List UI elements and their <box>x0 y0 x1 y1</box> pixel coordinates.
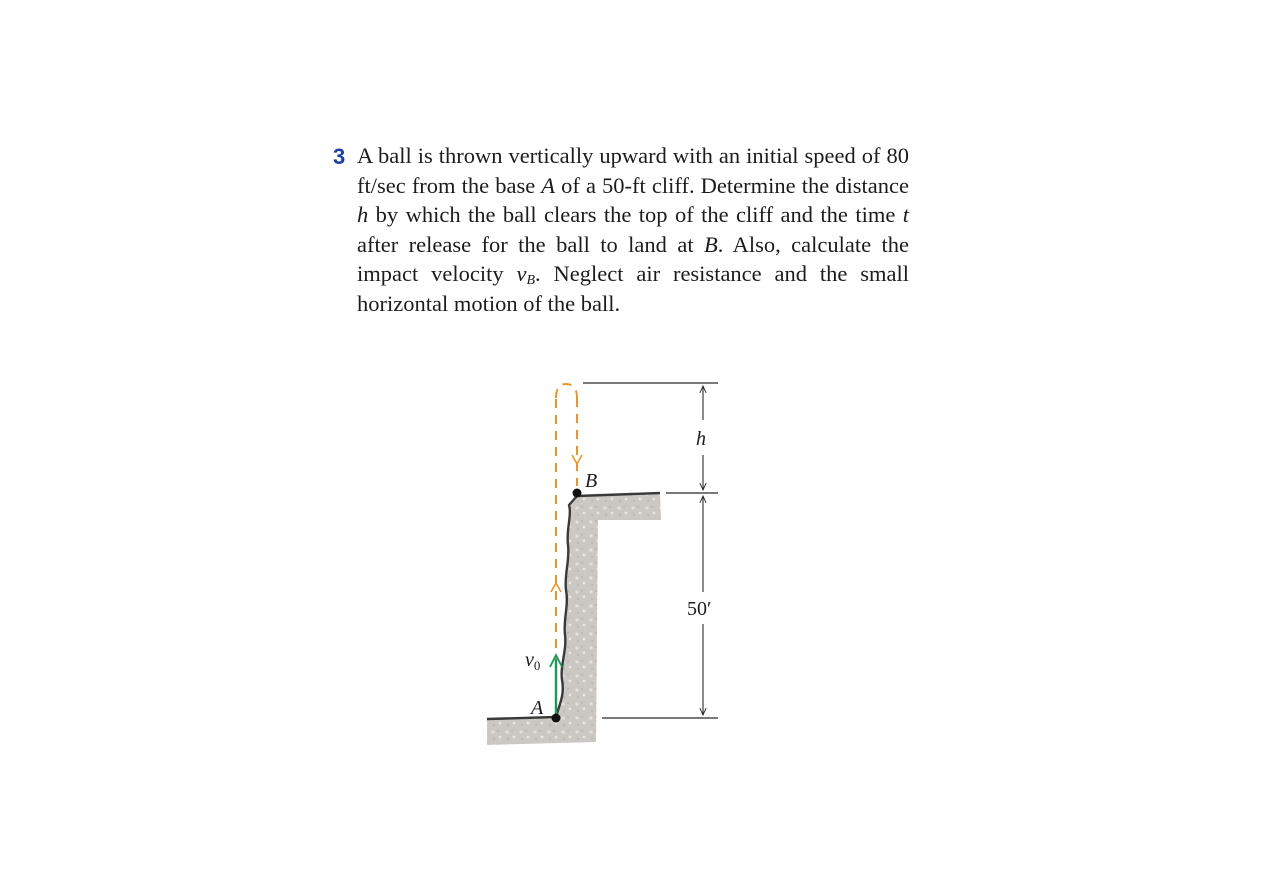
variable-t: t <box>902 202 909 228</box>
downward-path-arrow <box>572 455 582 464</box>
trajectory-apex <box>556 384 577 398</box>
variable-B: B <box>704 231 718 257</box>
problem-number: 3 <box>333 144 346 169</box>
variable-vB: $v_B$ <box>516 261 536 289</box>
label-A: A <box>531 697 544 719</box>
label-B: B <box>585 470 598 492</box>
upward-path-arrow <box>551 583 561 592</box>
cliff-figure <box>470 370 740 760</box>
point-A <box>552 714 561 723</box>
statement-part: of a 50-ft cliff. Determine the distance <box>555 172 909 198</box>
label-cliff-height: 50′ <box>687 598 712 620</box>
problem-statement <box>357 141 909 319</box>
statement-part: after release for the ball to land at <box>357 231 705 257</box>
cliff-diagram <box>470 370 740 760</box>
variable-h: h <box>357 202 369 228</box>
label-v0: $v_0$ <box>525 649 541 673</box>
statement-part: . Also, calculate the impact velocity <box>357 231 909 287</box>
cliff-wall <box>487 493 661 745</box>
label-h: h <box>696 428 706 450</box>
statement-part: . Neglect air resistance and the small horizontal motion of the ball. <box>357 261 909 316</box>
variable-A: A <box>541 172 556 198</box>
statement-part: A ball is thrown vertically upward with an initial speed of 80 ft/sec from the base <box>357 143 909 198</box>
point-B <box>573 489 582 498</box>
statement-part: by which the ball clears the top of the cliff and the time <box>368 202 903 228</box>
problem-block <box>333 141 913 319</box>
